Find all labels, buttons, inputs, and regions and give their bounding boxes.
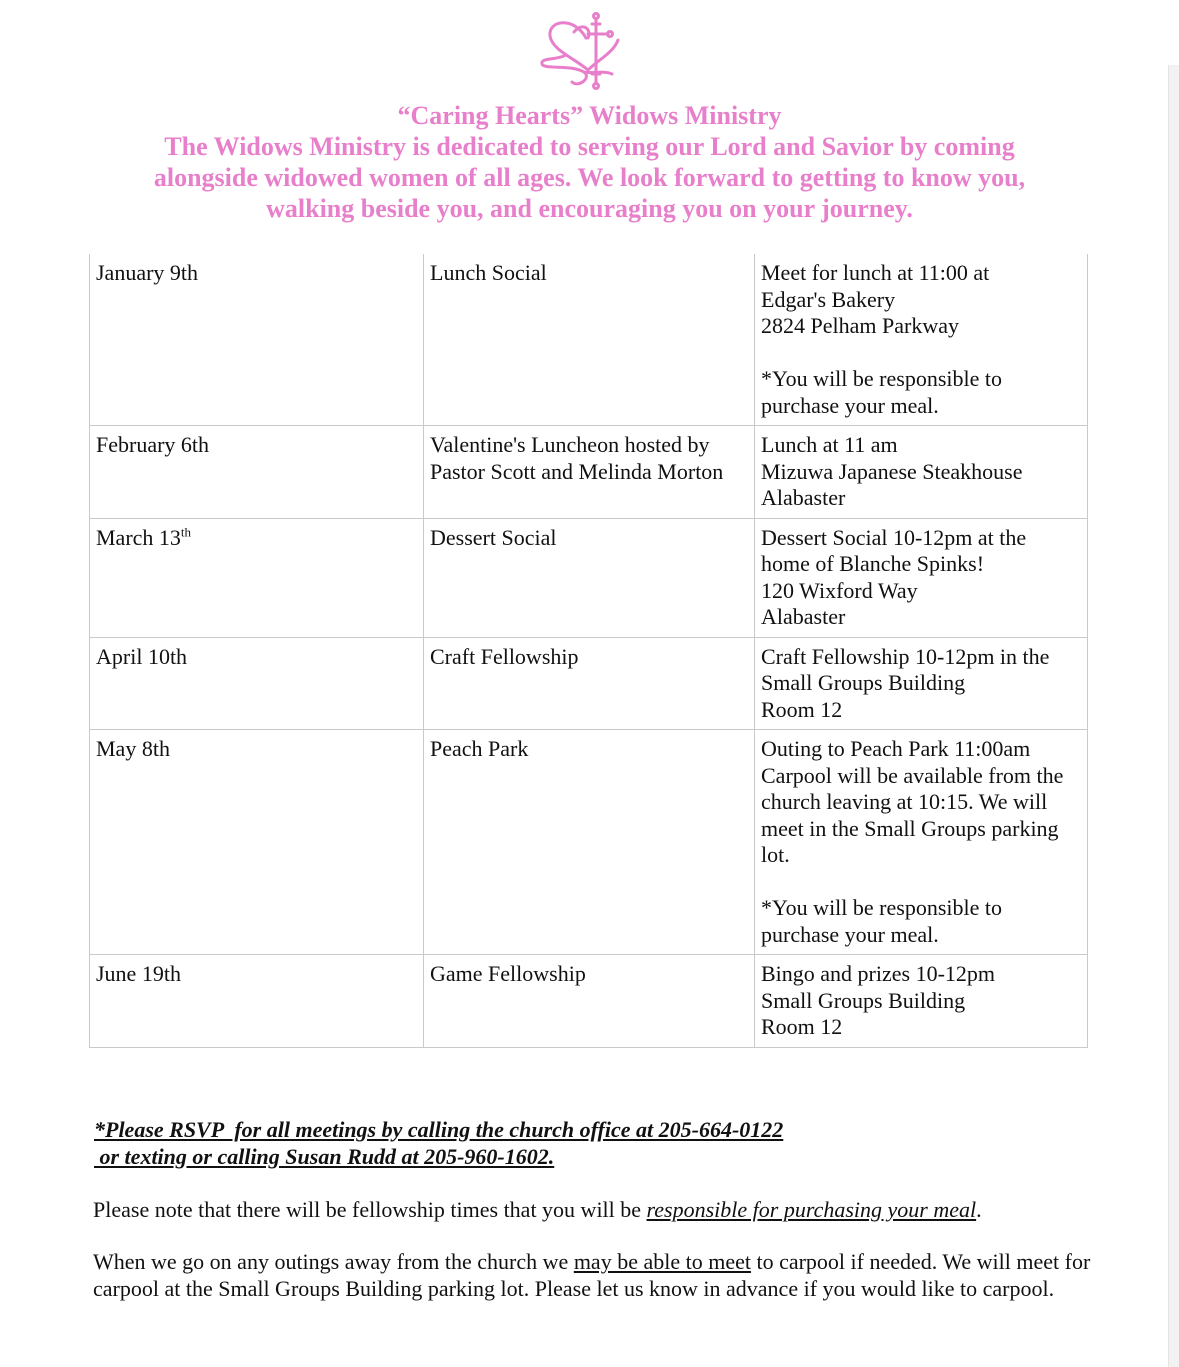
event-name: Peach Park xyxy=(424,730,755,955)
event-date: April 10th xyxy=(90,637,424,730)
rsvp-line: *Please RSVP for all meetings by calling the church office at 205-664-0122 xyxy=(94,1117,784,1142)
event-date: June 19th xyxy=(90,955,424,1048)
page-edge xyxy=(1168,65,1179,1367)
mission-line: The Widows Ministry is dedicated to serving our Lord and Savior by coming xyxy=(164,132,1015,161)
event-date: February 6th xyxy=(90,426,424,519)
event-name: Valentine's Luncheon hosted by Pastor Scott and Melinda Morton xyxy=(424,426,755,519)
heart-cross-icon xyxy=(534,12,644,92)
rsvp-notice xyxy=(94,1116,783,1170)
event-name: Game Fellowship xyxy=(424,955,755,1048)
event-name: Craft Fellowship xyxy=(424,637,755,730)
table-row xyxy=(90,730,1088,955)
date-superscript: th xyxy=(180,524,192,540)
schedule-table xyxy=(89,254,1088,1048)
event-details: Lunch at 11 am Mizuwa Japanese Steakhouse Alabaster xyxy=(755,426,1088,519)
event-date: May 8th xyxy=(90,730,424,955)
event-details: Bingo and prizes 10-12pm Small Groups Building Room 12 xyxy=(755,955,1088,1048)
carpool-note xyxy=(93,1249,1093,1302)
table-row xyxy=(90,637,1088,730)
event-details: Meet for lunch at 11:00 at Edgar's Bakery 2824 Pelham Parkway *You will be responsible to purchase your meal. xyxy=(755,254,1088,426)
mission-line: walking beside you, and encouraging you on your journey. xyxy=(266,194,913,223)
table-row xyxy=(90,254,1088,426)
carpool-underlined: may be able to meet xyxy=(573,1249,751,1274)
event-date xyxy=(90,518,424,637)
event-name: Lunch Social xyxy=(424,254,755,426)
table-row xyxy=(90,426,1088,519)
carpool-text: When we go on any outings away from the church we xyxy=(93,1249,574,1274)
event-date: January 9th xyxy=(90,254,424,426)
event-date-text: March 13 xyxy=(96,524,181,550)
note-text: Please note that there will be fellowship times that you will be xyxy=(93,1197,647,1222)
event-details: Outing to Peach Park 11:00am Carpool will be available from the church leaving at 10:15. We will meet in the Small Groups parking lot. *You will be responsible to purchase your meal. xyxy=(755,730,1088,955)
table-row xyxy=(90,955,1088,1048)
ministry-title: “Caring Hearts” Widows Ministry xyxy=(397,101,782,130)
ministry-header xyxy=(60,100,1119,224)
mission-line: alongside widowed women of all ages. We look forward to getting to know you, xyxy=(153,163,1026,192)
event-details: Dessert Social 10-12pm at the home of Blanche Spinks! 120 Wixford Way Alabaster xyxy=(755,518,1088,637)
note-end: . xyxy=(976,1197,982,1222)
rsvp-line: or texting or calling Susan Rudd at 205-960-1602. xyxy=(94,1144,555,1169)
note-emphasis: responsible for purchasing your meal xyxy=(646,1197,977,1222)
event-name: Dessert Social xyxy=(424,518,755,637)
table-row xyxy=(90,518,1088,637)
meal-note xyxy=(93,1196,1093,1223)
event-details: Craft Fellowship 10-12pm in the Small Groups Building Room 12 xyxy=(755,637,1088,730)
carpool-text-end: to carpool if needed. We will meet for carpool at the Small Groups Building parking lot. Please let us know in advance if you would like to carpool. xyxy=(93,1249,1091,1301)
